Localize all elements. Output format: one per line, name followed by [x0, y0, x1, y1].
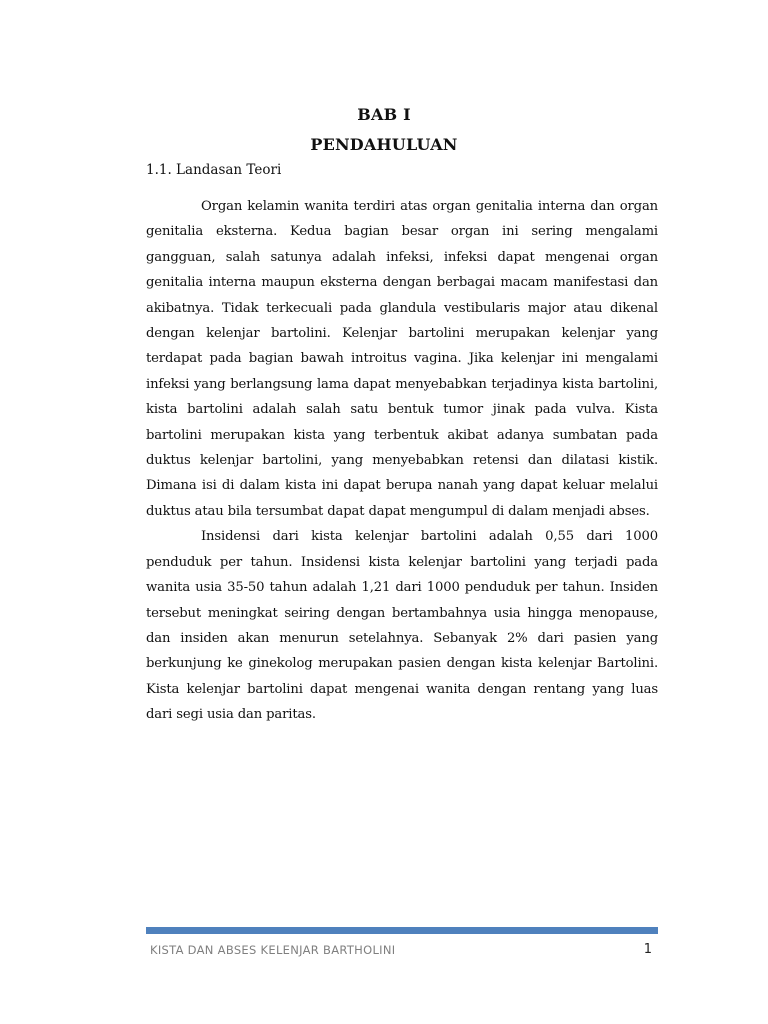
paragraph-1: Organ kelamin wanita terdiri atas organ genitalia interna dan organ genitalia eksterna. Kedua bagian besar organ ini sering mengalami gangguan, salah satunya adalah infeksi, infeksi dapat mengenai organ genitalia interna maupun eksterna dengan berbagai macam manifestasi dan akibatnya. Tidak terkecuali pada glandula vestibularis major atau dikenal dengan kelenjar bartolini. Kelenjar bartolini merupakan kelenjar yang terdapat pada bagian bawah introitus vagina. Jika kelenjar ini mengalami infeksi yang berlangsung lama dapat menyebabkan terjadinya kista bartolini, kista bartolini adalah salah satu bentuk tumor jinak pada vulva. Kista bartolini merupakan kista yang terbentuk akibat adanya sumbatan pada duktus kelenjar bartolini, yang menyebabkan retensi dan dilatasi kistik. Dimana isi di dalam kista ini dapat berupa nanah yang dapat keluar melalui duktus atau bila tersumbat dapat dapat mengumpul di dalam menjadi abses. [146, 199, 658, 519]
paragraph-2: Insidensi dari kista kelenjar bartolini adalah 0,55 dari 1000 penduduk per tahun. Insidensi kista kelenjar bartolini yang terjadi pada wanita usia 35-50 tahun adalah 1,21 dari 1000 penduduk per tahun. Insiden tersebut meningkat seiring dengan bertambahnya usia hingga menopause, dan insiden akan menurun setelahnya. Sebanyak 2% dari pasien yang berkunjung ke ginekolog merupakan pasien dengan kista kelenjar Bartolini. Kista kelenjar bartolini dapat mengenai wanita dengan rentang yang luas dari segi usia dan paritas. [146, 529, 658, 723]
section-heading: 1.1. Landasan Teori [146, 162, 282, 178]
chapter-title: PENDAHULUAN [310, 135, 458, 154]
body-text [146, 194, 658, 728]
page-number: 1 [643, 942, 652, 957]
footer-rule [146, 927, 658, 934]
chapter-number: BAB I [357, 105, 411, 124]
footer-running-title: KISTA DAN ABSES KELENJAR BARTHOLINI [150, 943, 396, 957]
